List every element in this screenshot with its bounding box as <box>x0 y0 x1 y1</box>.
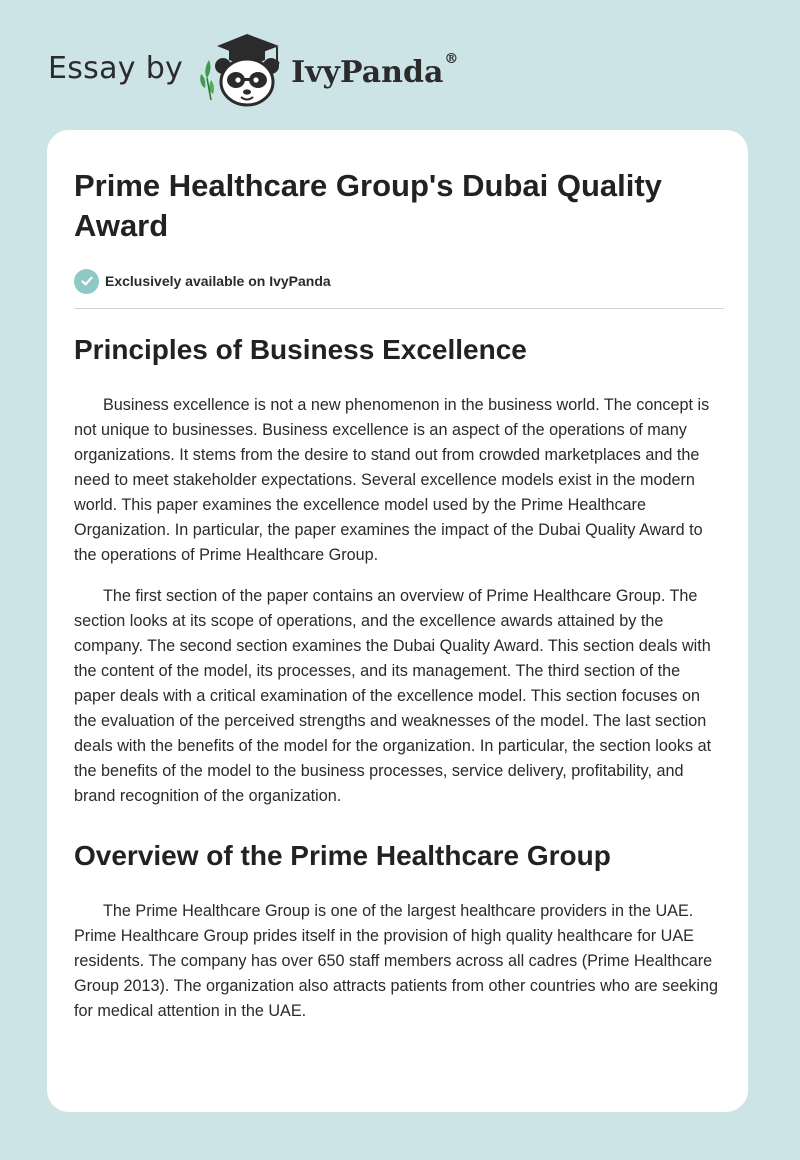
brand-name-text: IvyPanda <box>291 54 444 90</box>
essay-title: Prime Healthcare Group's Dubai Quality Award <box>74 168 662 243</box>
registered-mark: ® <box>444 50 459 67</box>
essay-by-label: Essay by <box>48 50 184 86</box>
ivypanda-logo[interactable] <box>195 30 287 110</box>
essay-content <box>74 166 724 1024</box>
essay-card <box>47 130 748 1112</box>
divider <box>74 308 724 309</box>
ivy-leaf-icon <box>200 60 214 100</box>
site-header <box>48 30 458 110</box>
exclusive-label: Exclusively available on IvyPanda <box>105 273 331 289</box>
check-badge <box>74 269 99 294</box>
exclusive-badge-row <box>74 268 724 294</box>
paragraph: The first section of the paper contains an overview of Prime Healthcare Group. The section looks at its scope of operations, and the excellence awards attained by the company. The second section examines the Dubai Quality Award. This section deals with the content of the model, its processes, and its management. The third section of the paper deals with a critical examination of the excellence model. This section focuses on the evaluation of the perceived strengths and weaknesses of the model. The last section deals with the benefits of the model for the organization. In particular, the section looks at the benefits of the model to the business processes, service delivery, profitability, and brand recognition of the organization. <box>74 587 712 805</box>
section-heading: Principles of Business Excellence <box>74 334 527 365</box>
paragraph: Business excellence is not a new phenomenon in the business world. The concept is not unique to businesses. Business excellence is an aspect of the operations of many organizations. It stems from the desire to stand out from crowded marketplaces and the need to meet stakeholder expectations. Several excellence models exist in the modern world. This paper examines the excellence model used by the Prime Healthcare Organization. In particular, the paper examines the impact of the Dubai Quality Award to the operations of Prime Healthcare Group. <box>74 396 710 564</box>
check-icon <box>80 274 94 288</box>
section-heading: Overview of the Prime Healthcare Group <box>74 840 611 871</box>
panda-graduate-icon <box>195 30 287 110</box>
paragraph: The Prime Healthcare Group is one of the largest healthcare providers in the UAE. Prime Healthcare Group prides itself in the provision of high quality healthcare for UAE residents. The company has over 650 staff members across all cadres (Prime Healthcare Group 2013). The organization also attracts patients from other countries who are seeking for medical attention in the UAE. <box>74 902 718 1020</box>
brand-name[interactable] <box>291 50 459 90</box>
